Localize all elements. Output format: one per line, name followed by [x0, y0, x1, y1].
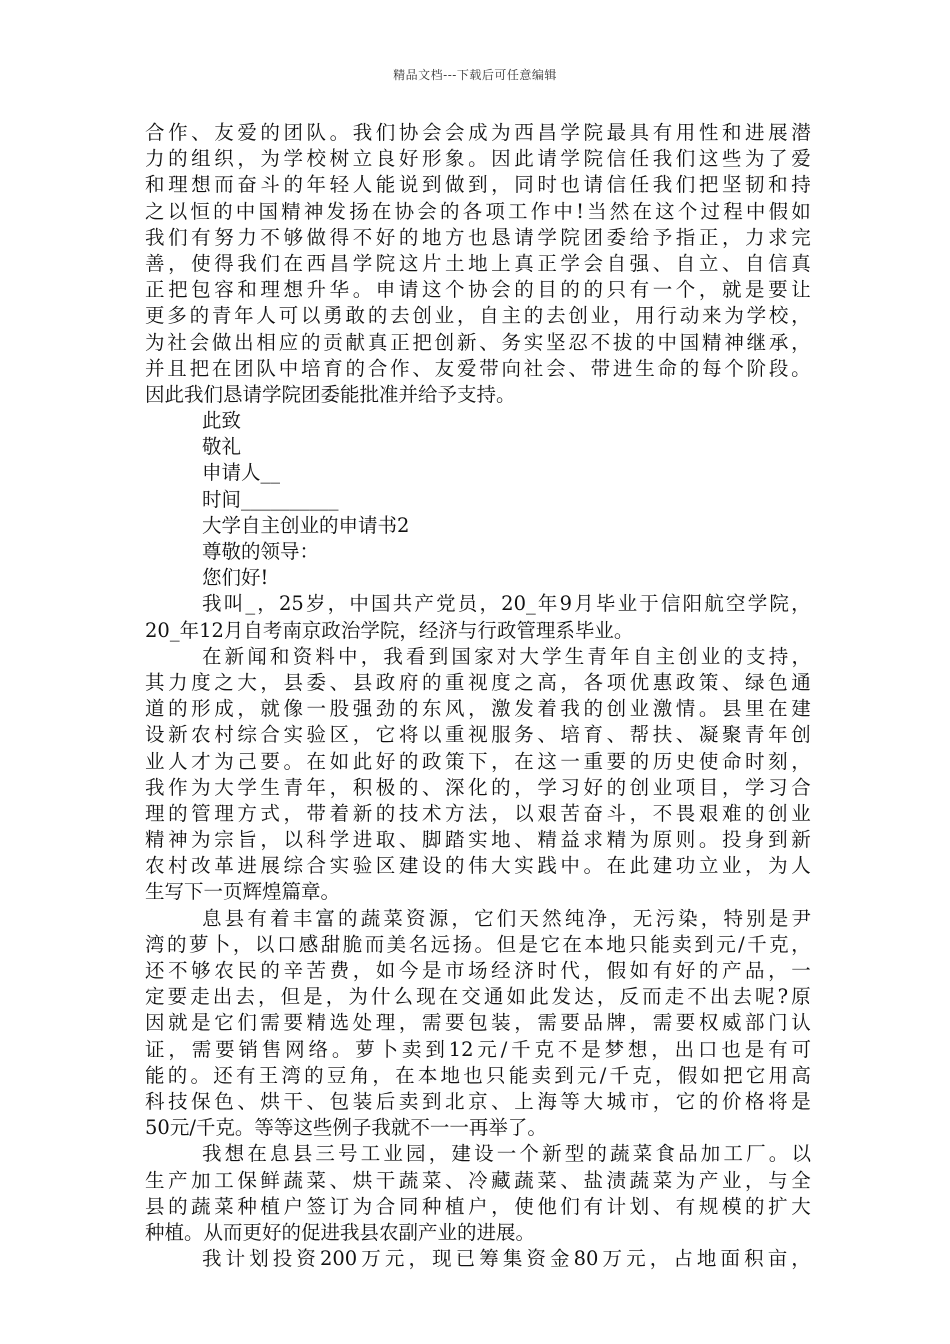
text-line: 定 要 走 出 去 ， 但 是 ， 为 什 么 现 在 交 通 如 此 发 达 ， 反 而 走 不 出 去 呢 ? 原 [145, 985, 811, 1009]
text-line: 我 计 划 投 资 200 万 元 ， 现 已 筹 集 资 金 80 万 元 ， 占 地 面 积 亩 ， [202, 1247, 811, 1271]
text-line: 证 ， 需 要 销 售 网 络 。 萝 卜 卖 到 12 元 / 千 克 不 是 梦 想 ， 出 口 也 是 有 可 [145, 1037, 811, 1061]
text-line: 此致 [202, 409, 242, 433]
text-line: 尊敬的领导： [202, 540, 320, 563]
text-line: 能 的 。 还 有 王 湾 的 豆 角 ， 在 本 地 也 只 能 卖 到 元 / 千 克 ， 假 如 把 它 用 高 [145, 1063, 811, 1087]
text-line: 敬礼 [202, 435, 242, 459]
text-line: 善 ， 使 得 我 们 在 西 昌 学 院 这 片 土 地 上 真 正 学 会 自 强 、 自 立 、 自 信 真 [145, 251, 811, 275]
text-line: 我 作 为 大 学 生 青 年 ， 积 极 的 、 深 化 的 ， 学 习 好 的 创 业 项 目 ， 学 习 合 [145, 775, 811, 799]
text-line: 和 理 想 而 奋 斗 的 年 轻 人 能 说 到 做 到 ， 同 时 也 请 信 任 我 们 把 坚 韧 和 持 [145, 173, 811, 197]
page-header: 精品文档---下载后可任意编辑 [393, 68, 557, 82]
text-line: 我 想 在 息 县 三 号 工 业 园 ， 建 设 一 个 新 型 的 蔬 菜 食 品 加 工 厂 。 以 [202, 1142, 811, 1166]
text-line: 其 力 度 之 大 ， 县 委 、 县 政 府 的 重 视 度 之 高 ， 各 项 优 惠 政 策 、 绿 色 通 [145, 670, 811, 694]
document-body [145, 120, 811, 1272]
text-line: 道 的 形 成 ， 就 像 一 股 强 劲 的 东 风 ， 激 发 着 我 的 创 业 激 情 。 县 里 在 建 [145, 697, 811, 721]
text-line: 种植。从而更好的促进我县农副产业的进展。 [145, 1220, 536, 1244]
text-line: 我 叫 _ ， 25 岁 ， 中 国 共 产 党 员 ， 20_ 年 9 月 毕 业 于 信 阳 航 空 学 院 ， [202, 592, 811, 616]
text-line: 生写下一页辉煌篇章。 [145, 880, 341, 904]
text-line: 之 以 恒 的 中 国 精 神 发 扬 在 协 会 的 各 项 工 作 中 ! 当 然 在 这 个 过 程 中 假 如 [145, 199, 811, 223]
text-line: 我 们 有 努 力 不 够 做 得 不 好 的 地 方 也 恳 请 学 院 团 委 给 予 指 正 ， 力 求 完 [145, 225, 811, 249]
text-line: 农 村 改 革 进 展 综 合 实 验 区 建 设 的 伟 大 实 践 中 。 在 此 建 功 立 业 ， 为 人 [145, 854, 811, 878]
text-line: 申请人__ [202, 461, 281, 485]
text-line: 力 的 组 织 ， 为 学 校 树 立 良 好 形 象 。 因 此 请 学 院 信 任 我 们 这 些 为 了 爱 [145, 147, 811, 171]
text-line: 因 就 是 它 们 需 要 精 选 处 理 ， 需 要 包 装 ， 需 要 品 牌 ， 需 要 权 威 部 门 认 [145, 1011, 811, 1035]
text-line: 并 且 把 在 团 队 中 培 育 的 合 作 、 友 爱 带 向 社 会 、 带 进 生 命 的 每 个 阶 段 。 [145, 356, 811, 380]
text-line: 湾 的 萝 卜 ， 以 口 感 甜 脆 而 美 名 远 扬 。 但 是 它 在 本 地 只 能 卖 到 元 / 千 克 ， [145, 932, 811, 956]
text-line: 科 技 保 色 、 烘 干 、 包 装 后 卖 到 北 京 、 上 海 等 大 城 市 ， 它 的 价 格 将 是 [145, 1089, 811, 1113]
text-line: 业 人 才 为 己 要 。 在 如 此 好 的 政 策 下 ， 在 这 一 重 要 的 历 史 使 命 时 刻 ， [145, 749, 811, 773]
text-line: 还 不 够 农 民 的 辛 苦 费 ， 如 今 是 市 场 经 济 时 代 ， 假 如 有 好 的 产 品 ， 一 [145, 959, 811, 982]
text-line: 50元/千克。等等这些例子我就不一一再举了。 [145, 1116, 547, 1140]
text-line: 生 产 加 工 保 鲜 蔬 菜 、 烘 干 蔬 菜 、 冷 藏 蔬 菜 、 盐 渍 蔬 菜 为 产 业 ， 与 全 [145, 1168, 811, 1192]
text-line: 县 的 蔬 菜 种 植 户 签 订 为 合 同 种 植 户 ， 使 他 们 有 计 划 、 有 规 模 的 扩 大 [145, 1194, 811, 1218]
text-line: 理 的 管 理 方 式 ， 带 着 新 的 技 术 方 法 ， 以 艰 苦 奋 斗 ， 不 畏 艰 难 的 创 业 [145, 801, 811, 825]
text-line: 设 新 农 村 综 合 实 验 区 ， 它 将 以 重 视 服 务 、 培 育 、 帮 扶 、 凝 聚 青 年 创 [145, 723, 811, 747]
text-line: 时间__________ [202, 487, 339, 511]
text-line: 为 社 会 做 出 相 应 的 贡 献 真 正 把 创 新 、 务 实 坚 忍 不 拔 的 中 国 精 神 继 承 ， [145, 330, 811, 354]
text-line: 20_年12月自考南京政治学院，经济与行政管理系毕业。 [145, 618, 634, 642]
text-line: 息 县 有 着 丰 富 的 蔬 菜 资 源 ， 它 们 天 然 纯 净 ， 无 污 染 ， 特 别 是 尹 [202, 906, 811, 930]
text-line: 更 多 的 青 年 人 可 以 勇 敢 的 去 创 业 ， 自 主 的 去 创 业 ， 用 行 动 来 为 学 校 ， [145, 304, 811, 328]
text-line: 合 作 、 友 爱 的 团 队 。 我 们 协 会 会 成 为 西 昌 学 院 最 具 有 用 性 和 进 展 潜 [145, 121, 811, 144]
text-line: 精 神 为 宗 旨 ， 以 科 学 进 取 、 脚 踏 实 地 、 精 益 求 精 为 原 则 。 投 身 到 新 [145, 828, 811, 852]
text-line: 您们好! [202, 566, 269, 590]
text-line: 正 把 包 容 和 理 想 升 华 。 申 请 这 个 协 会 的 目 的 的 只 有 一 个 ， 就 是 要 让 [145, 278, 811, 302]
text-line: 大学自主创业的申请书2 [202, 513, 410, 537]
text-line: 在 新 闻 和 资 料 中 ， 我 看 到 国 家 对 大 学 生 青 年 自 主 创 业 的 支 持 ， [202, 644, 811, 668]
text-line: 因此我们恳请学院团委能批准并给予支持。 [145, 382, 516, 406]
